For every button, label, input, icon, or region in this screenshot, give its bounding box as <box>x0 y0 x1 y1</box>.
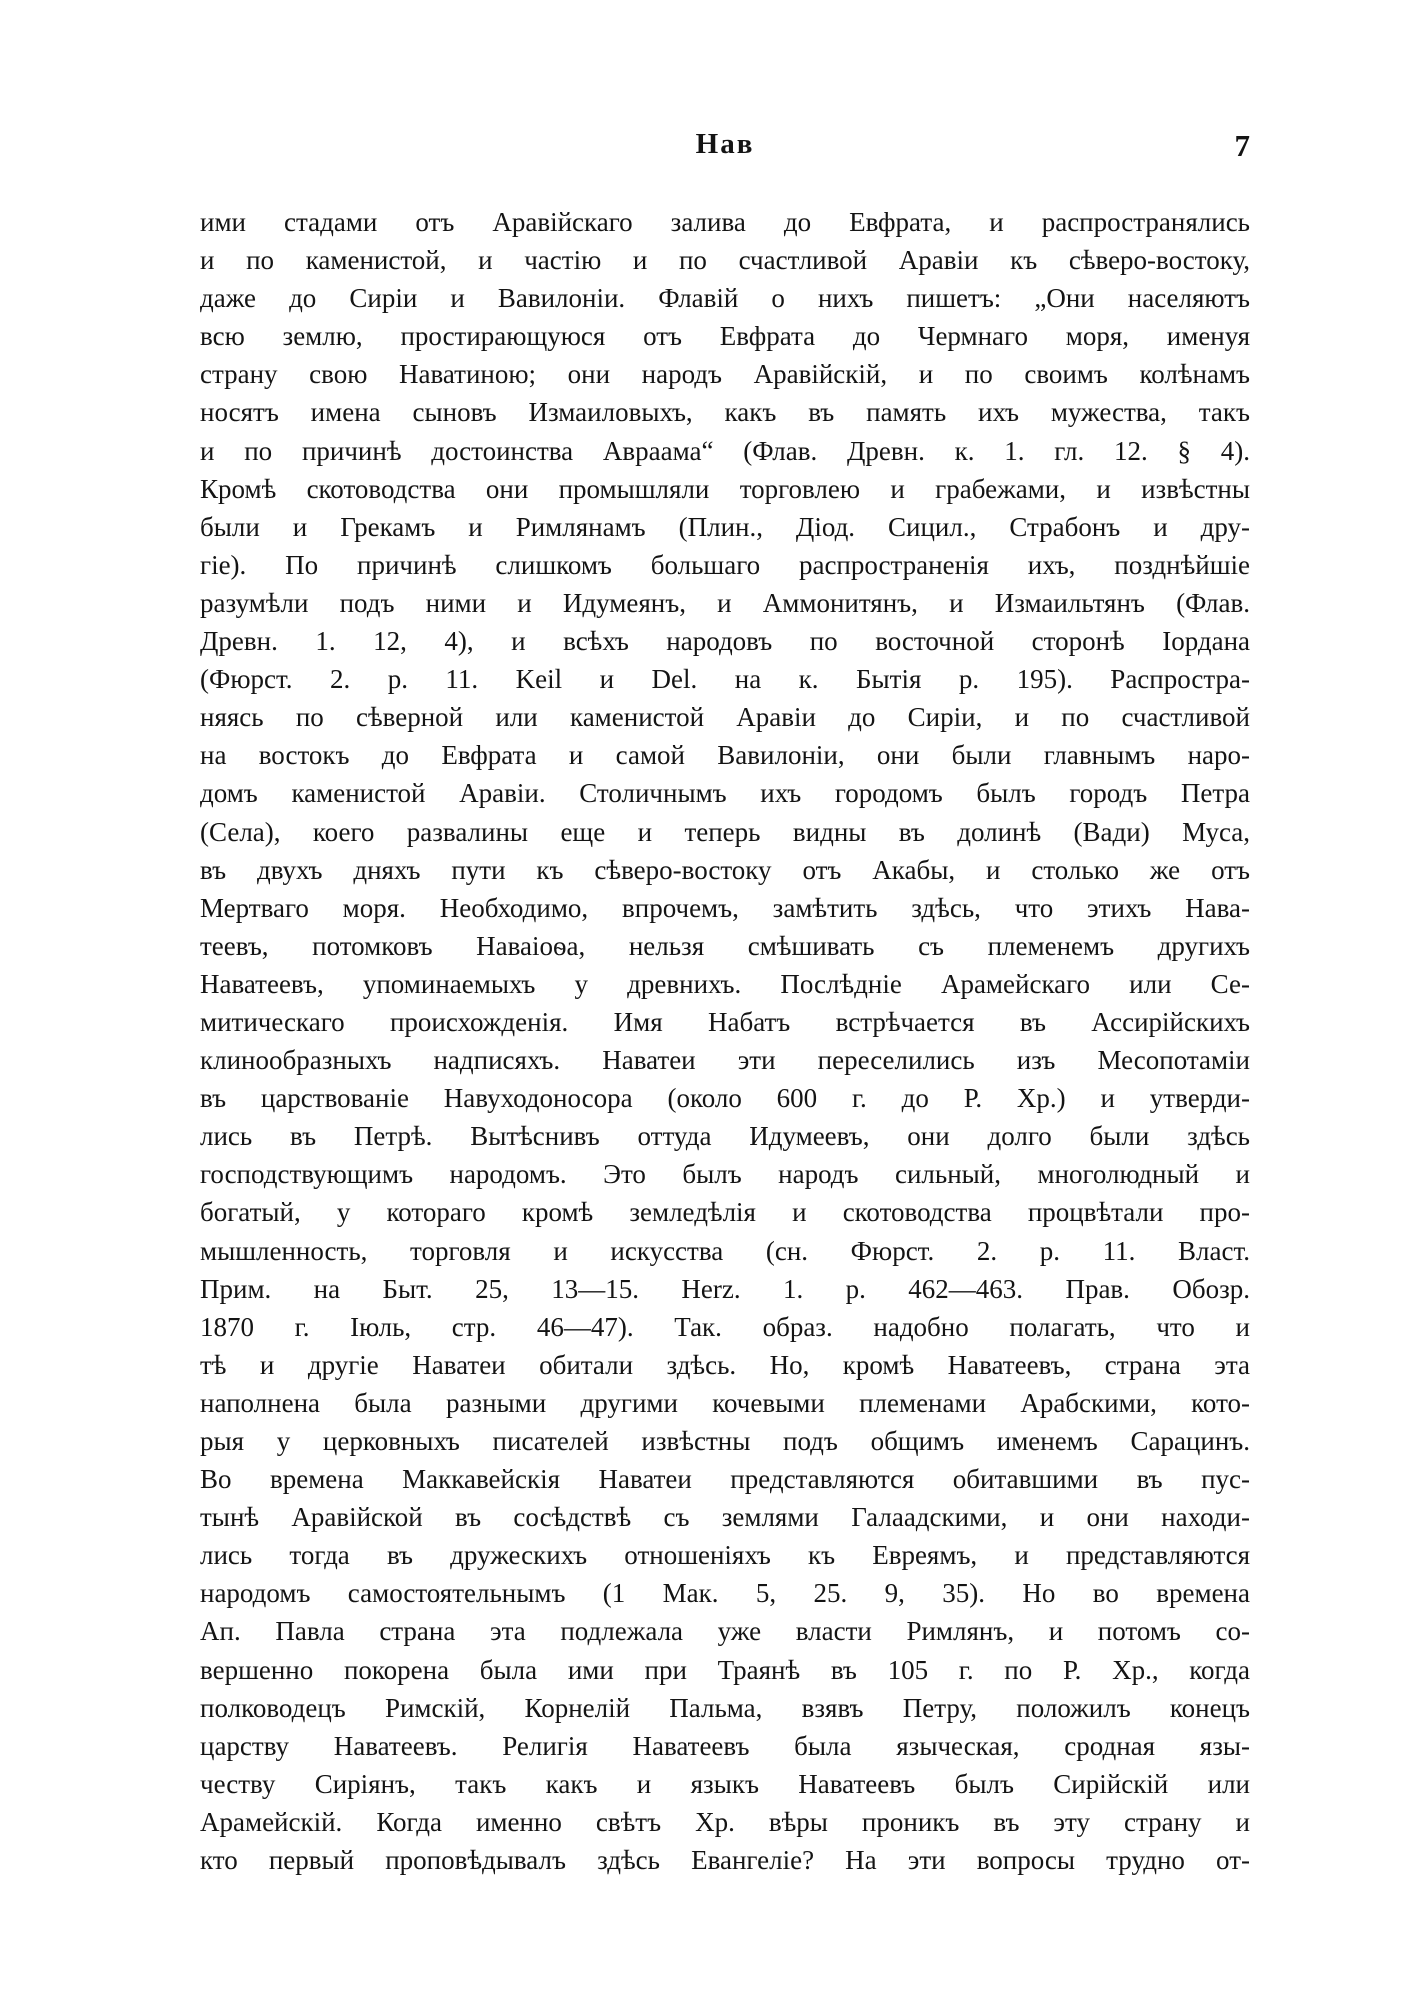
text-line: въ царствованіе Навуходоносора (около 600 г. до Р. Хр.) и утверди- <box>200 1083 1250 1114</box>
text-line: рыя у церковныхъ писателей извѣстны подъ общимъ именемъ Сарацинъ. <box>200 1426 1250 1456</box>
text-line: митическаго происхожденія. Имя Набатъ встрѣчается въ Ассирійскихъ <box>200 1006 1250 1037</box>
text-line: господствующимъ народомъ. Это былъ народъ сильный, многолюдный и <box>200 1159 1250 1190</box>
text-line: лись тогда въ дружескихъ отношеніяхъ къ Евреямъ, и представляются <box>200 1540 1250 1571</box>
text-line: Арамейскій. Когда именно свѣтъ Хр. вѣры проникъ въ эту страну и <box>200 1806 1250 1837</box>
text-line: и по причинѣ достоинства Авраама“ (Флав. Древн. к. 1. гл. 12. § 4). <box>200 435 1250 466</box>
text-line: няясь по сѣверной или каменистой Аравіи до Сиріи, и по счастливой <box>200 702 1250 733</box>
text-line: Ап. Павла страна эта подлежала уже власти Римлянъ, и потомъ со- <box>200 1616 1250 1647</box>
text-line: клинообразныхъ надписяхъ. Наватеи эти переселились изъ Месопотаміи <box>200 1045 1250 1076</box>
text-line: честву Сиріянъ, такъ какъ и языкъ Наватеевъ былъ Сирійскій или <box>200 1768 1250 1799</box>
body-text <box>200 203 1250 1879</box>
text-line: богатый, у котораго кромѣ земледѣлія и скотоводства процвѣтали про- <box>200 1197 1250 1228</box>
text-line: народомъ самостоятельнымъ (1 Мак. 5, 25. 9, 35). Но во времена <box>200 1578 1250 1609</box>
page-header <box>200 128 1250 168</box>
text-line: мышленность, торговля и искусства (сн. Фюрст. 2. p. 11. Власт. <box>200 1235 1250 1266</box>
text-line: полководецъ Римскій, Корнелій Пальма, взявъ Петру, положилъ конецъ <box>200 1692 1250 1723</box>
text-line: въ двухъ дняхъ пути къ сѣверо-востоку отъ Акабы, и столько же отъ <box>200 854 1250 885</box>
text-line: домъ каменистой Аравіи. Столичнымъ ихъ городомъ былъ городъ Петра <box>200 778 1250 809</box>
text-line: вершенно покорена была ими при Траянѣ въ 105 г. по Р. Хр., когда <box>200 1654 1250 1685</box>
text-line: гіе). По причинѣ слишкомъ большаго распространенія ихъ, позднѣйшіе <box>200 549 1250 580</box>
text-line: наполнена была разными другими кочевыми племенами Арабскими, кото- <box>200 1387 1250 1418</box>
text-line: всю землю, простирающуюся отъ Евфрата до Чермнаго моря, именуя <box>200 321 1250 352</box>
running-head: Нав <box>695 128 755 160</box>
text-line: (Села), коего развалины еще и теперь видны въ долинѣ (Вади) Муса, <box>200 816 1250 847</box>
text-line: и по каменистой, и частію и по счастливой Аравіи къ сѣверо-востоку, <box>200 245 1250 276</box>
text-line: ими стадами отъ Аравійскаго залива до Евфрата, и распространялись <box>200 207 1250 237</box>
text-line: были и Грекамъ и Римлянамъ (Плин., Діод. Сицил., Страбонъ и дру- <box>200 511 1250 542</box>
text-line: страну свою Наватиною; они народъ Аравійскій, и по своимъ колѣнамъ <box>200 359 1250 390</box>
text-line: на востокъ до Евфрата и самой Вавилоніи, они были главнымъ наро- <box>200 740 1250 771</box>
text-line: (Фюрст. 2. p. 11. Keil и Del. на к. Бытія p. 195). Распростра- <box>200 664 1250 695</box>
text-line: Древн. 1. 12, 4), и всѣхъ народовъ по восточной сторонѣ Іордана <box>200 626 1250 657</box>
text-line: разумѣли подъ ними и Идумеянъ, и Аммонитянъ, и Измаильтянъ (Флав. <box>200 587 1250 618</box>
text-line: Мертваго моря. Необходимо, впрочемъ, замѣтить здѣсь, что этихъ Нава- <box>200 892 1250 923</box>
page-number: 7 <box>1234 128 1250 163</box>
text-line: Кромѣ скотоводства они промышляли торговлею и грабежами, и извѣстны <box>200 473 1250 504</box>
text-line: царству Наватеевъ. Религія Наватеевъ была языческая, сродная язы- <box>200 1730 1250 1761</box>
text-line: носятъ имена сыновъ Измаиловыхъ, какъ въ память ихъ мужества, такъ <box>200 397 1250 428</box>
text-line: 1870 г. Іюль, стр. 46—47). Так. образ. надобно полагать, что и <box>200 1311 1250 1342</box>
text-line: кто первый проповѣдывалъ здѣсь Евангеліе? На эти вопросы трудно от- <box>200 1845 1250 1876</box>
text-line: лись въ Петрѣ. Вытѣснивъ оттуда Идумеевъ, они долго были здѣсь <box>200 1121 1250 1152</box>
text-line: Во времена Маккавейскія Наватеи представляются обитавшими въ пус- <box>200 1464 1250 1495</box>
text-line: тынѣ Аравійской въ сосѣдствѣ съ землями Галаадскими, и они находи- <box>200 1502 1250 1533</box>
text-line: тѣ и другіе Наватеи обитали здѣсь. Но, кромѣ Наватеевъ, страна эта <box>200 1349 1250 1380</box>
text-line: даже до Сиріи и Вавилоніи. Флавій о нихъ пишетъ: „Они населяютъ <box>200 283 1250 314</box>
text-line: Прим. на Быт. 25, 13—15. Herz. 1. p. 462—463. Прав. Обозр. <box>200 1273 1250 1304</box>
text-line: Наватеевъ, упоминаемыхъ у древнихъ. Послѣдніе Арамейскаго или Се- <box>200 968 1250 999</box>
text-line: теевъ, потомковъ Наваіоѳа, нельзя смѣшивать съ племенемъ другихъ <box>200 930 1250 961</box>
